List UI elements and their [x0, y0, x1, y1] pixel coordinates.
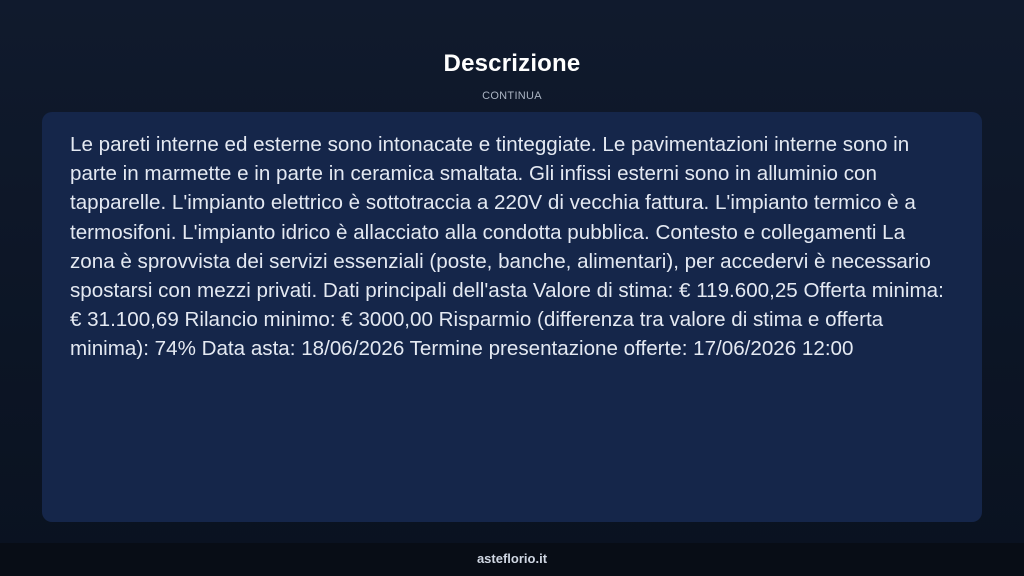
- footer-domain: asteflorio.it: [476, 551, 548, 566]
- description-card: [42, 112, 982, 522]
- page-title: Descrizione: [443, 50, 581, 77]
- description-text: Le pareti interne ed esterne sono intonacate e tinteggiate. Le pavimentazioni interne sono in parte in marmette e in parte in ceramica smaltata. Gli infissi esterni sono in alluminio con tapparelle. L'impianto elettrico è sottotraccia a 220V di vecchia fattura. L'impianto termico è a termosifoni. L'impianto idrico è allacciato alla condotta pubblica. Contesto e collegamenti La zona è sprovvista dei servizi essenziali (poste, banche, alimentari), per accedervi è necessario spostarsi con mezzi privati. Dati principali dell'asta Valore di stima: € 119.600,25 Offerta minima: € 31.100,69 Rilancio minimo: € 3000,00 Risparmio (differenza tra valore di stima e offerta minima): 74% Data asta: 18/06/2026 Termine presentazione offerte: 17/06/2026 12:00: [70, 133, 944, 361]
- continua-label: CONTINUA: [482, 90, 542, 102]
- footer-bar: [0, 543, 1024, 576]
